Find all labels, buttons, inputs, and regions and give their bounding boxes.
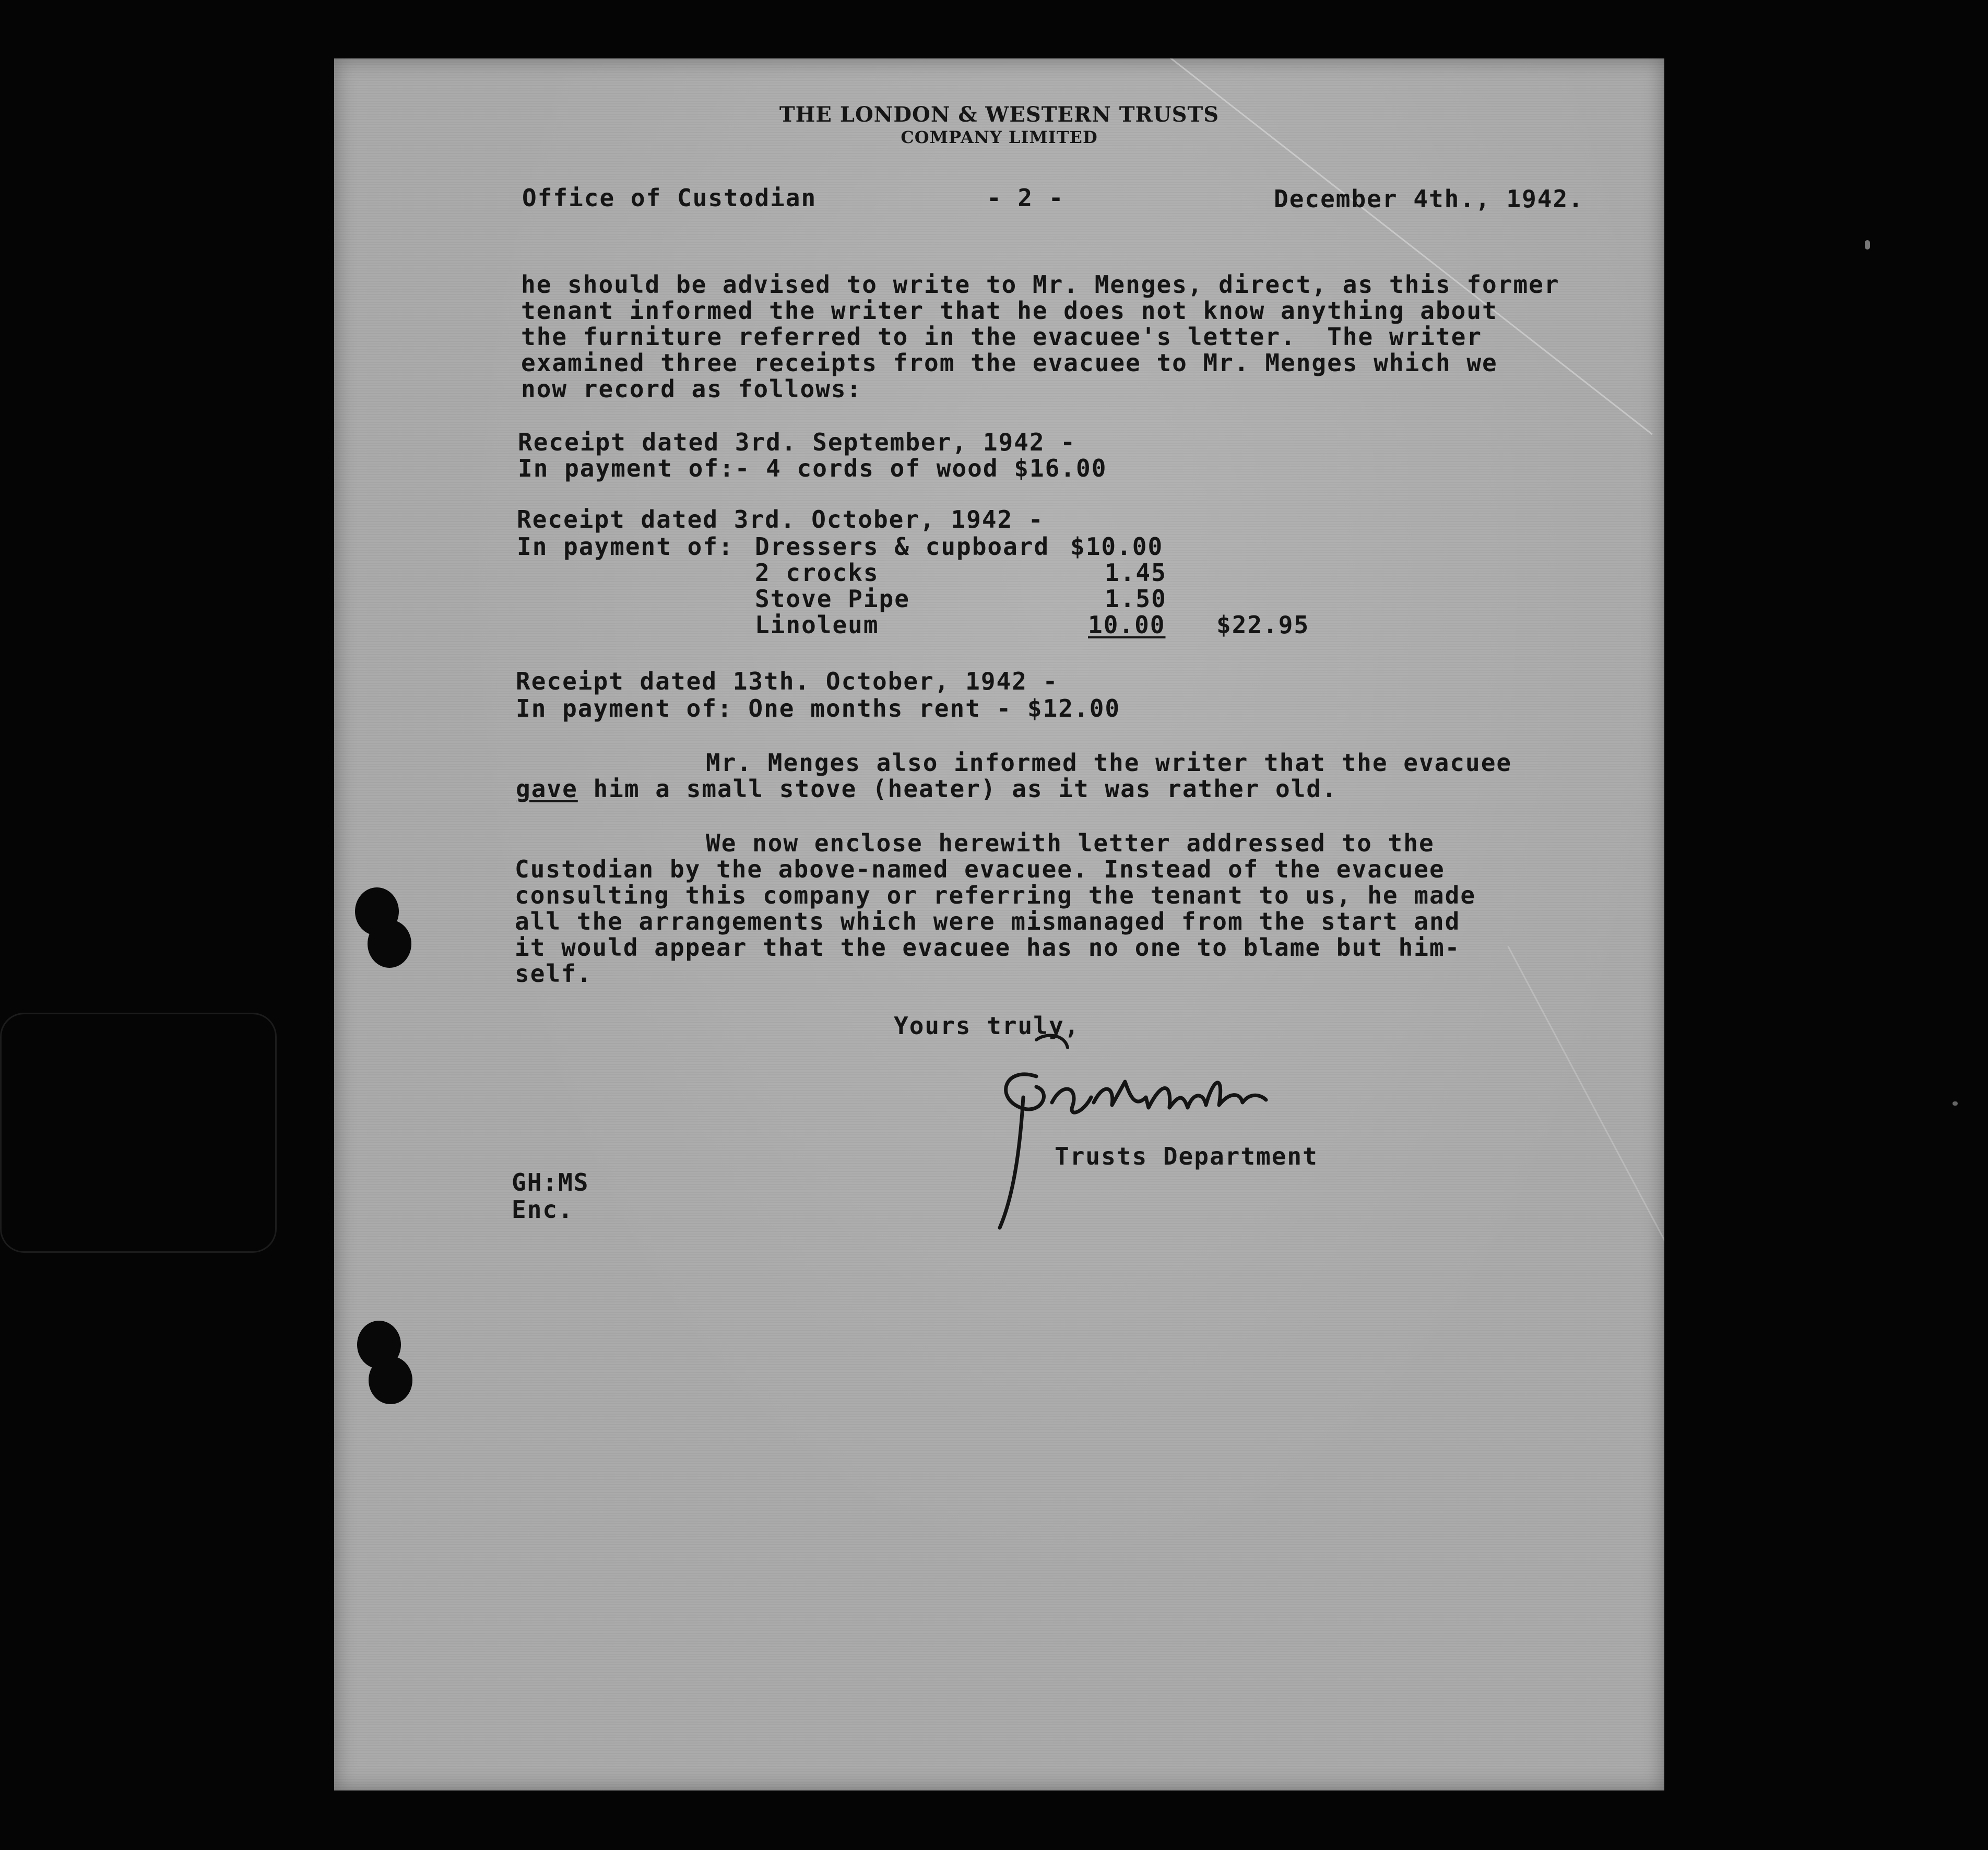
receipt-line: In payment of: One months rent - $12.00 (516, 694, 1121, 722)
receipt-item-name: 2 crocks (755, 559, 879, 587)
receipt-heading: Receipt dated 13th. October, 1942 - (516, 667, 1059, 695)
punch-hole (368, 920, 411, 968)
receipt-item-name: Linoleum (755, 611, 879, 639)
letterhead-subtitle: COMPANY LIMITED (901, 127, 1098, 147)
body-line: self. (515, 959, 593, 988)
body-line: tenant informed the writer that he does not know anything about (521, 297, 1498, 325)
body-line: it would appear that the evacuee has no one to blame but him- (515, 933, 1461, 962)
body-line: Custodian by the above-named evacuee. Instead of the evacuee (515, 855, 1445, 883)
receipt-label: In payment of: (517, 532, 734, 561)
letter-date: December 4th., 1942. (1274, 185, 1584, 213)
department: Trusts Department (1055, 1142, 1318, 1170)
punch-hole (369, 1356, 412, 1404)
body-line-rest: him a small stove (heater) as it was rather old. (577, 775, 1338, 803)
receipt-total: $22.95 (1216, 611, 1310, 639)
closing-salutation: Yours truly, (894, 1012, 1080, 1040)
receipt-item-amount: $10.00 (1070, 532, 1164, 561)
film-speck (1953, 1101, 1958, 1106)
body-line: We now enclose herewith letter addressed to the (706, 829, 1435, 857)
receipt-item-amount: 1.45 (1105, 559, 1167, 587)
page-number: - 2 - (987, 184, 1064, 212)
typist-initials: GH:MS (512, 1168, 589, 1196)
receipt-item-amount: 1.50 (1105, 585, 1167, 613)
receipt-item-amount: 10.00 (1088, 611, 1166, 639)
body-line: examined three receipts from the evacuee to Mr. Menges which we (521, 349, 1498, 377)
body-line: now record as follows: (521, 375, 862, 403)
emphasized-word: gave (516, 775, 578, 803)
receipt-heading: Receipt dated 3rd. September, 1942 - (518, 428, 1076, 456)
receipt-item-name: Dressers & cupboard (755, 532, 1050, 561)
letterhead-company: THE LONDON & WESTERN TRUSTS (779, 102, 1220, 127)
body-line: Mr. Menges also informed the writer that the evacuee (706, 749, 1512, 777)
body-line: consulting this company or referring the tenant to us, he made (515, 881, 1476, 909)
body-line (516, 777, 1338, 801)
body-line: he should be advised to write to Mr. Menges, direct, as this former (521, 270, 1560, 299)
film-speck (1865, 240, 1870, 250)
enclosure-note: Enc. (512, 1195, 574, 1224)
handwritten-signature (974, 1019, 1287, 1238)
paper-crease (1507, 946, 1664, 1638)
letter-page (334, 58, 1664, 1790)
addressee: Office of Custodian (522, 184, 817, 212)
body-line: all the arrangements which were mismanaged from the start and (515, 907, 1461, 935)
receipt-item-name: Stove Pipe (755, 585, 910, 613)
film-frame-edge (0, 1013, 277, 1253)
body-line: the furniture referred to in the evacuee's letter. The writer (521, 323, 1483, 351)
receipt-line: In payment of:- 4 cords of wood $16.00 (518, 454, 1107, 482)
receipt-heading: Receipt dated 3rd. October, 1942 - (517, 505, 1044, 533)
